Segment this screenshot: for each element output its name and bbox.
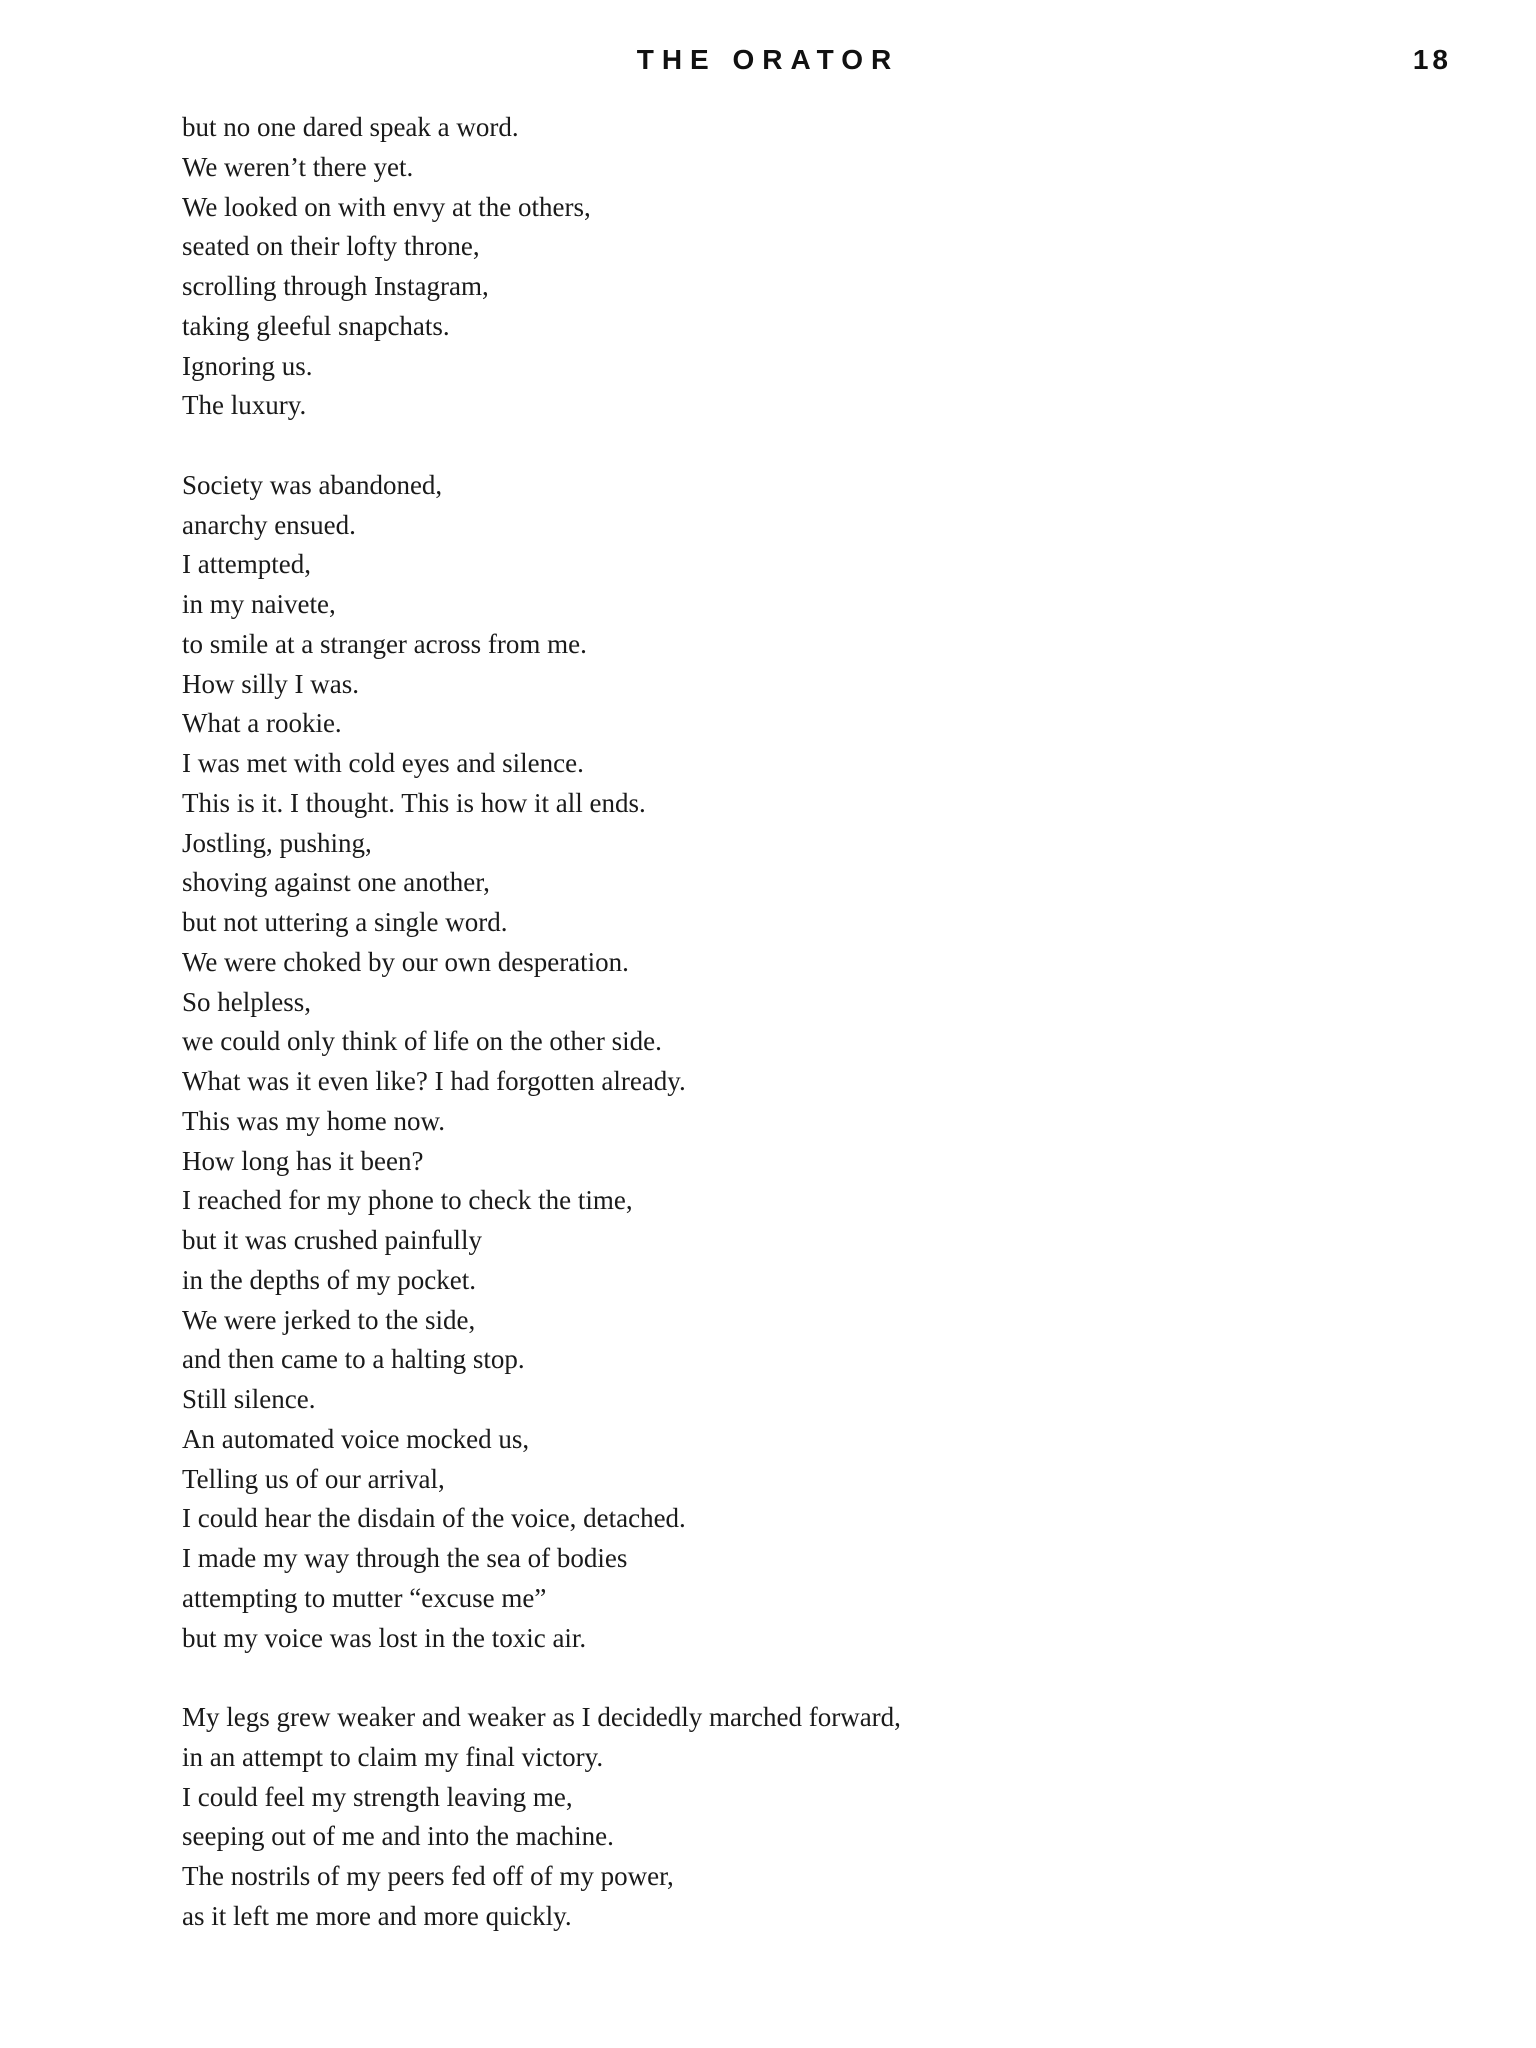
poem-line: in my naivete, (182, 589, 336, 619)
poem-line: I reached for my phone to check the time, (182, 1185, 633, 1216)
poem-line: So helpless, (182, 986, 312, 1017)
poem-line: as it left me more and more quickly. (182, 1900, 572, 1931)
poem-line: An automated voice mocked us, (182, 1423, 530, 1454)
poem-line: attempting to mutter “excuse me” (182, 1582, 547, 1613)
poem-line: We were jerked to the side, (182, 1304, 476, 1335)
poem-line: We were choked by our own desperation. (182, 946, 629, 977)
poem-line: but not uttering a single word. (182, 907, 508, 937)
page-header (0, 40, 1536, 80)
poem-body (182, 108, 1382, 1937)
poem-line: We looked on with envy at the others, (182, 191, 591, 222)
poem-line: we could only think of life on the other side. (182, 1026, 662, 1057)
stanza (182, 466, 1382, 1659)
poem-line: How silly I was. (182, 668, 359, 699)
poem-line: but it was crushed painfully (182, 1225, 482, 1255)
poem-line: Ignoring us. (182, 350, 313, 381)
poem-line: The nostrils of my peers fed off of my power, (182, 1861, 674, 1891)
poem-line: anarchy ensued. (182, 509, 356, 540)
publication-title: THE ORATOR (636, 44, 900, 75)
poem-line: This is it. I thought. This is how it all ends. (182, 787, 646, 818)
poem-line: in an attempt to claim my final victory. (182, 1741, 604, 1772)
poem-line: Still silence. (182, 1384, 316, 1414)
poem-line: shoving against one another, (182, 867, 490, 898)
poem-line: scrolling through Instagram, (182, 271, 489, 301)
poem-line: and then came to a halting stop. (182, 1344, 525, 1375)
poem-line: What a rookie. (182, 708, 342, 739)
poem-line: but my voice was lost in the toxic air. (182, 1622, 587, 1653)
poem-line: What was it even like? I had forgotten already. (182, 1066, 686, 1096)
poem-line: We weren’t there yet. (182, 151, 414, 182)
poem-line: I made my way through the sea of bodies (182, 1543, 628, 1573)
poem-line: Jostling, pushing, (182, 827, 372, 858)
poem-line: seated on their lofty throne, (182, 231, 480, 262)
poem-line: taking gleeful snapchats. (182, 310, 450, 341)
poem-line: Society was abandoned, (182, 469, 443, 500)
page-number: 18 (1412, 44, 1452, 75)
stanza (182, 108, 1382, 426)
poem-line: The luxury. (182, 390, 307, 421)
poem-line: seeping out of me and into the machine. (182, 1821, 614, 1852)
poem-line: in the depths of my pocket. (182, 1264, 476, 1295)
poem-line: but no one dared speak a word. (182, 112, 519, 142)
poem-line: This was my home now. (182, 1105, 445, 1136)
poem-line: I could hear the disdain of the voice, detached. (182, 1503, 686, 1534)
poem-line: I attempted, (182, 549, 311, 580)
poem-line: My legs grew weaker and weaker as I decidedly marched forward, (182, 1702, 901, 1732)
poem-line: How long has it been? (182, 1145, 424, 1176)
poem-line: I was met with cold eyes and silence. (182, 748, 584, 778)
stanza (182, 1698, 1382, 1937)
poem-line: to smile at a stranger across from me. (182, 628, 587, 659)
poem-line: I could feel my strength leaving me, (182, 1781, 573, 1812)
poem-line: Telling us of our arrival, (182, 1463, 445, 1494)
